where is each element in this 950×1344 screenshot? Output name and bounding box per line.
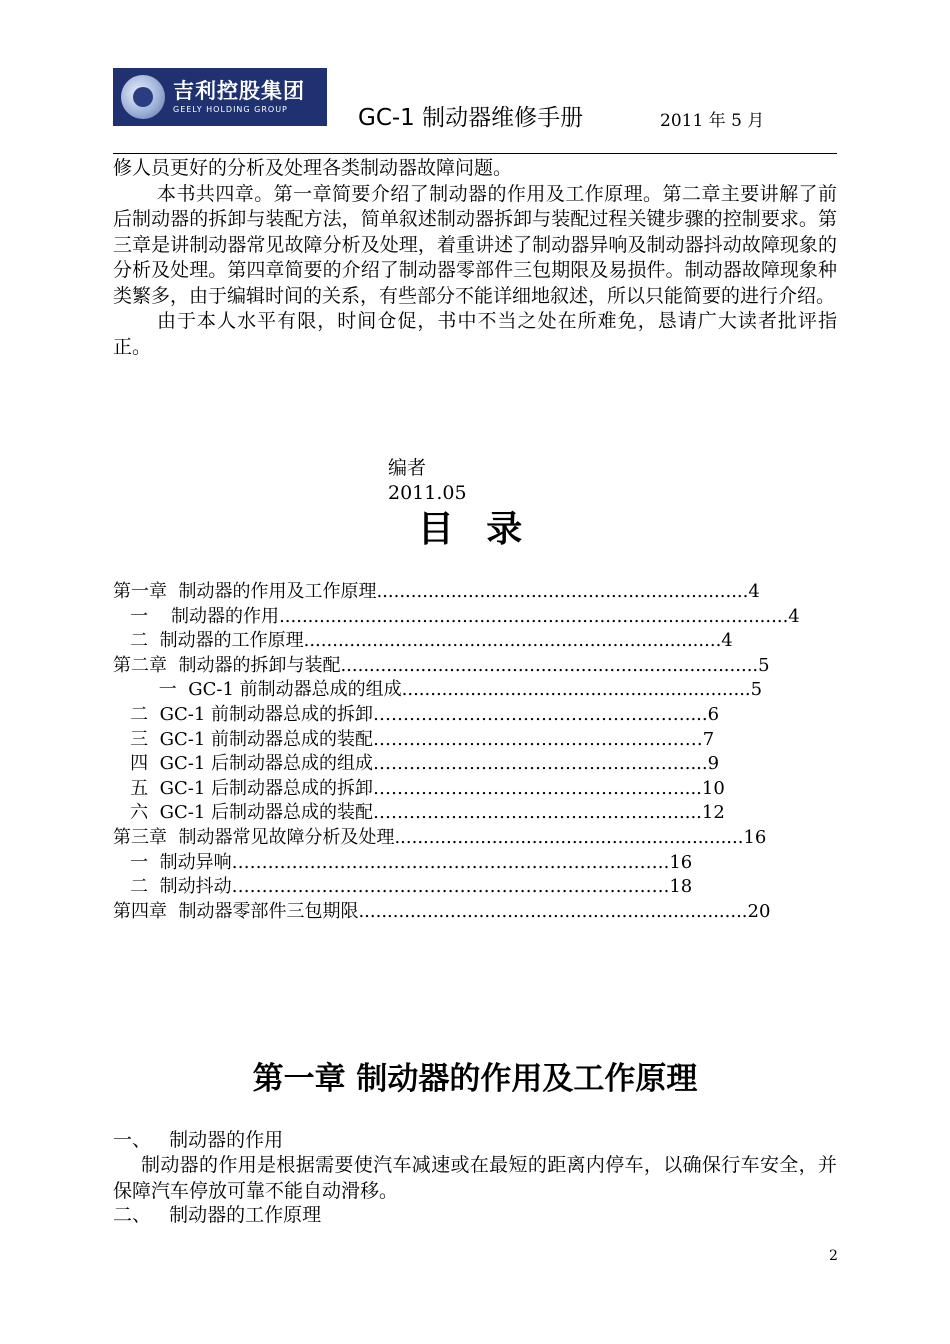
toc-entry-leader: ………………………………………………………………. <box>231 851 670 873</box>
toc-entry-page: 18 <box>669 876 693 898</box>
toc-entry-leader: ................................................................. <box>376 581 749 602</box>
toc-entry-page: 7 <box>702 728 715 750</box>
logo-text <box>173 78 305 114</box>
toc-entry-label: 第三章 制动器常见故障分析及处理 <box>113 826 395 848</box>
toc-entry[interactable] <box>113 777 843 802</box>
preface-p2: 本书共四章。第一章简要介绍了制动器的作用及工作原理。第二章主要讲解了前后制动器的拆卸与装配方法，简单叙述制动器拆卸与装配过程关键步骤的控制要求。第三章是讲制动器常见故障分析及处理，着重讲述了制动器异响及制动器抖动故障现象的分析及处理。第四章简要的介绍了制动器零部件三包期限及易损件。制动器故障现象种类繁多，由于编辑时间的关系，有些部分不能详细地叙述，所以只能简要的进行介绍。 <box>113 182 837 307</box>
toc-entry-label: 二 制动器的工作原理 <box>113 630 304 652</box>
toc-entry[interactable] <box>113 678 843 703</box>
toc-entry-leader: ......................................................................................... <box>279 605 789 627</box>
toc-entry-leader: ......................................................................... <box>340 654 759 676</box>
page-number: 2 <box>829 1248 838 1264</box>
toc-entry-leader: ……………………………………….…….... <box>373 703 708 725</box>
toc-entry-label: 一 GC-1 前制动器总成的组成 <box>113 679 402 701</box>
company-logo <box>113 68 327 126</box>
toc-entry-leader: …………………………………………….... <box>373 802 702 824</box>
toc-entry-leader: ……………………………………….…….... <box>373 753 708 775</box>
logo-cn: 吉利控股集团 <box>173 78 305 103</box>
preface-p3: 由于本人水平有限，时间仓促，书中不当之处在所难免，恳请广大读者批评指正。 <box>113 310 837 358</box>
section-1-heading: 一、 制动器的作用 <box>113 1129 284 1151</box>
toc-entry-page: 16 <box>669 851 693 873</box>
toc-entry-page: 6 <box>707 703 720 725</box>
toc-entry-page: 16 <box>743 826 767 848</box>
toc-entry-page: 4 <box>721 630 733 652</box>
toc-title: 目 录 <box>417 509 533 550</box>
toc-entry[interactable] <box>113 605 843 630</box>
toc-entry-page: 9 <box>707 753 720 775</box>
toc-entry-label: 六 GC-1 后制动器总成的装配 <box>113 802 374 824</box>
toc-entry-leader: ............................................................. <box>401 679 751 701</box>
logo-en: GEELY HOLDING GROUP <box>173 104 288 114</box>
toc-entry[interactable] <box>113 900 843 925</box>
toc-entry[interactable] <box>113 703 843 728</box>
section-2-heading: 二、 制动器的工作原理 <box>113 1204 322 1226</box>
toc-entry-page: 4 <box>748 581 760 602</box>
toc-entry-page: 10 <box>701 777 725 799</box>
toc-entry-label: 第四章 制动器零部件三包期限 <box>113 900 359 922</box>
preface-date: 2011.05 <box>388 482 467 504</box>
toc-entry[interactable] <box>113 728 843 753</box>
preface <box>113 156 837 360</box>
toc-entry-label: 一 制动异响 <box>113 851 232 873</box>
toc-entry-leader: ………………………………………………………………. <box>231 876 670 898</box>
toc-entry-page: 5 <box>758 654 770 676</box>
toc-entry-label: 一 制动器的作用 <box>113 605 280 627</box>
toc-entry-page: 12 <box>701 802 725 824</box>
toc-entry-page: 5 <box>750 679 763 701</box>
toc-entry-leader: …………………………………………….... <box>373 777 702 799</box>
toc-entry-label: 三 GC-1 前制动器总成的装配 <box>113 728 374 750</box>
preface-p1: 修人员更好的分析及处理各类制动器故障问题。 <box>113 157 513 179</box>
toc-entry-leader: .................................................................... <box>358 900 748 922</box>
toc-entry[interactable] <box>113 629 843 654</box>
toc-entry[interactable] <box>113 654 843 679</box>
preface-author: 编者 <box>388 457 427 479</box>
chapter-title: 第一章 制动器的作用及工作原理 <box>252 1061 698 1097</box>
section-1-body: 制动器的作用是根据需要使汽车减速或在最短的距离内停车，以确保行车安全，并保障汽车停放可靠不能自动滑移。 <box>113 1154 837 1202</box>
toc-entry-label: 四 GC-1 后制动器总成的组成 <box>113 753 374 775</box>
section-1-body-wrap <box>113 1153 837 1204</box>
toc-entry-label: 二 GC-1 前制动器总成的拆卸 <box>113 703 374 725</box>
toc-entry[interactable] <box>113 875 843 900</box>
header-rule <box>113 153 837 154</box>
geely-emblem-icon <box>121 75 165 119</box>
toc-entry-label: 第二章 制动器的拆卸与装配 <box>113 654 341 676</box>
toc-entry-label: 二 制动抖动 <box>113 876 232 898</box>
toc-entry-page: 4 <box>788 605 800 627</box>
toc-entry-leader: ………………………………………….…… <box>373 728 703 750</box>
header-date: 2011 年 5 月 <box>660 111 765 131</box>
toc-entry[interactable] <box>113 826 843 851</box>
toc-list <box>113 580 843 924</box>
toc-entry[interactable] <box>113 801 843 826</box>
toc-entry[interactable] <box>113 752 843 777</box>
toc-entry-page: 20 <box>747 900 771 922</box>
toc-entry-label: 第一章 制动器的作用及工作原理 <box>113 581 377 602</box>
toc-entry-leader: ............................................................. <box>394 826 744 848</box>
toc-entry-leader: ......................................................................... <box>303 630 722 652</box>
toc-entry-label: 五 GC-1 后制动器总成的拆卸 <box>113 777 374 799</box>
toc-entry[interactable] <box>113 580 843 605</box>
header-title: GC-1 制动器维修手册 <box>358 105 584 131</box>
toc-entry[interactable] <box>113 851 843 876</box>
